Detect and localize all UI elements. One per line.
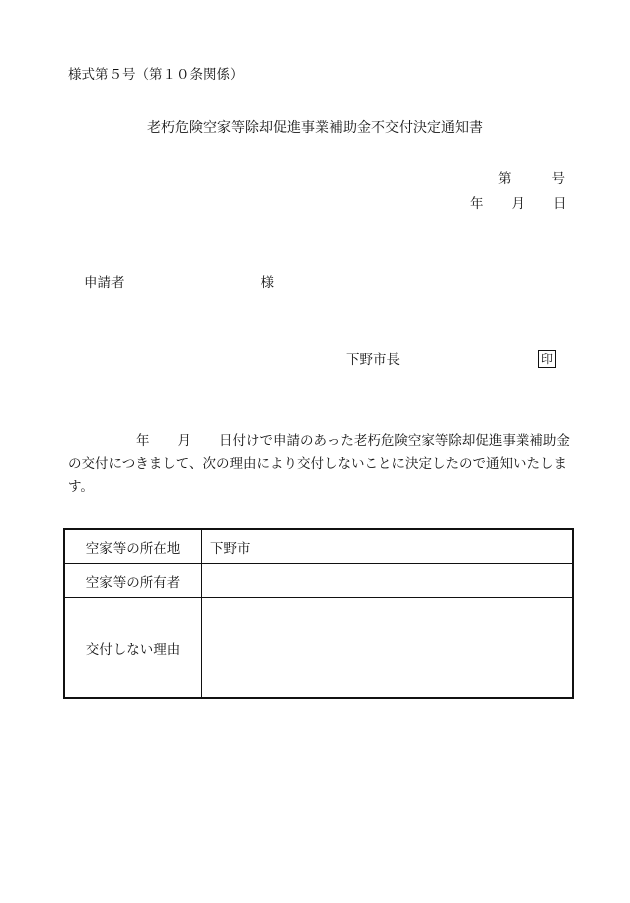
- table-row: [64, 598, 573, 699]
- addressee-line: [84, 277, 274, 291]
- date-month: 月: [511, 196, 525, 212]
- document-number-prefix: 第: [498, 171, 512, 187]
- location-label: 空家等の所在地: [64, 529, 202, 564]
- addressee-label: 申請者: [84, 275, 125, 291]
- owner-value: [202, 564, 574, 598]
- form-number: 様式第５号（第１０条関係）: [68, 67, 244, 83]
- location-value: 下野市: [202, 529, 574, 564]
- issuer-name: 下野市長: [346, 352, 400, 368]
- table-row: [64, 564, 573, 598]
- notice-body: [68, 430, 578, 499]
- reason-label: 交付しない理由: [64, 598, 202, 699]
- body-text: 日付けで申請のあった老朽危険空家等除却促進事業補助金の交付につきまして、次の理由により交付しないことに決定したので通知いたします。: [68, 433, 570, 495]
- addressee-honorific: 様: [260, 275, 274, 291]
- issue-date: [470, 198, 567, 212]
- seal-mark: 印: [538, 350, 556, 368]
- body-month: 月: [177, 433, 191, 449]
- date-year: 年: [470, 196, 484, 212]
- body-year: 年: [136, 433, 150, 449]
- reason-value: [202, 598, 574, 699]
- document-title: 老朽危険空家等除却促進事業補助金不交付決定通知書: [147, 120, 483, 136]
- document-number: [498, 173, 565, 187]
- owner-label: 空家等の所有者: [64, 564, 202, 598]
- date-day: 日: [553, 196, 567, 212]
- table-row: [64, 529, 573, 564]
- info-table: [63, 528, 574, 699]
- document-number-suffix: 号: [551, 171, 565, 187]
